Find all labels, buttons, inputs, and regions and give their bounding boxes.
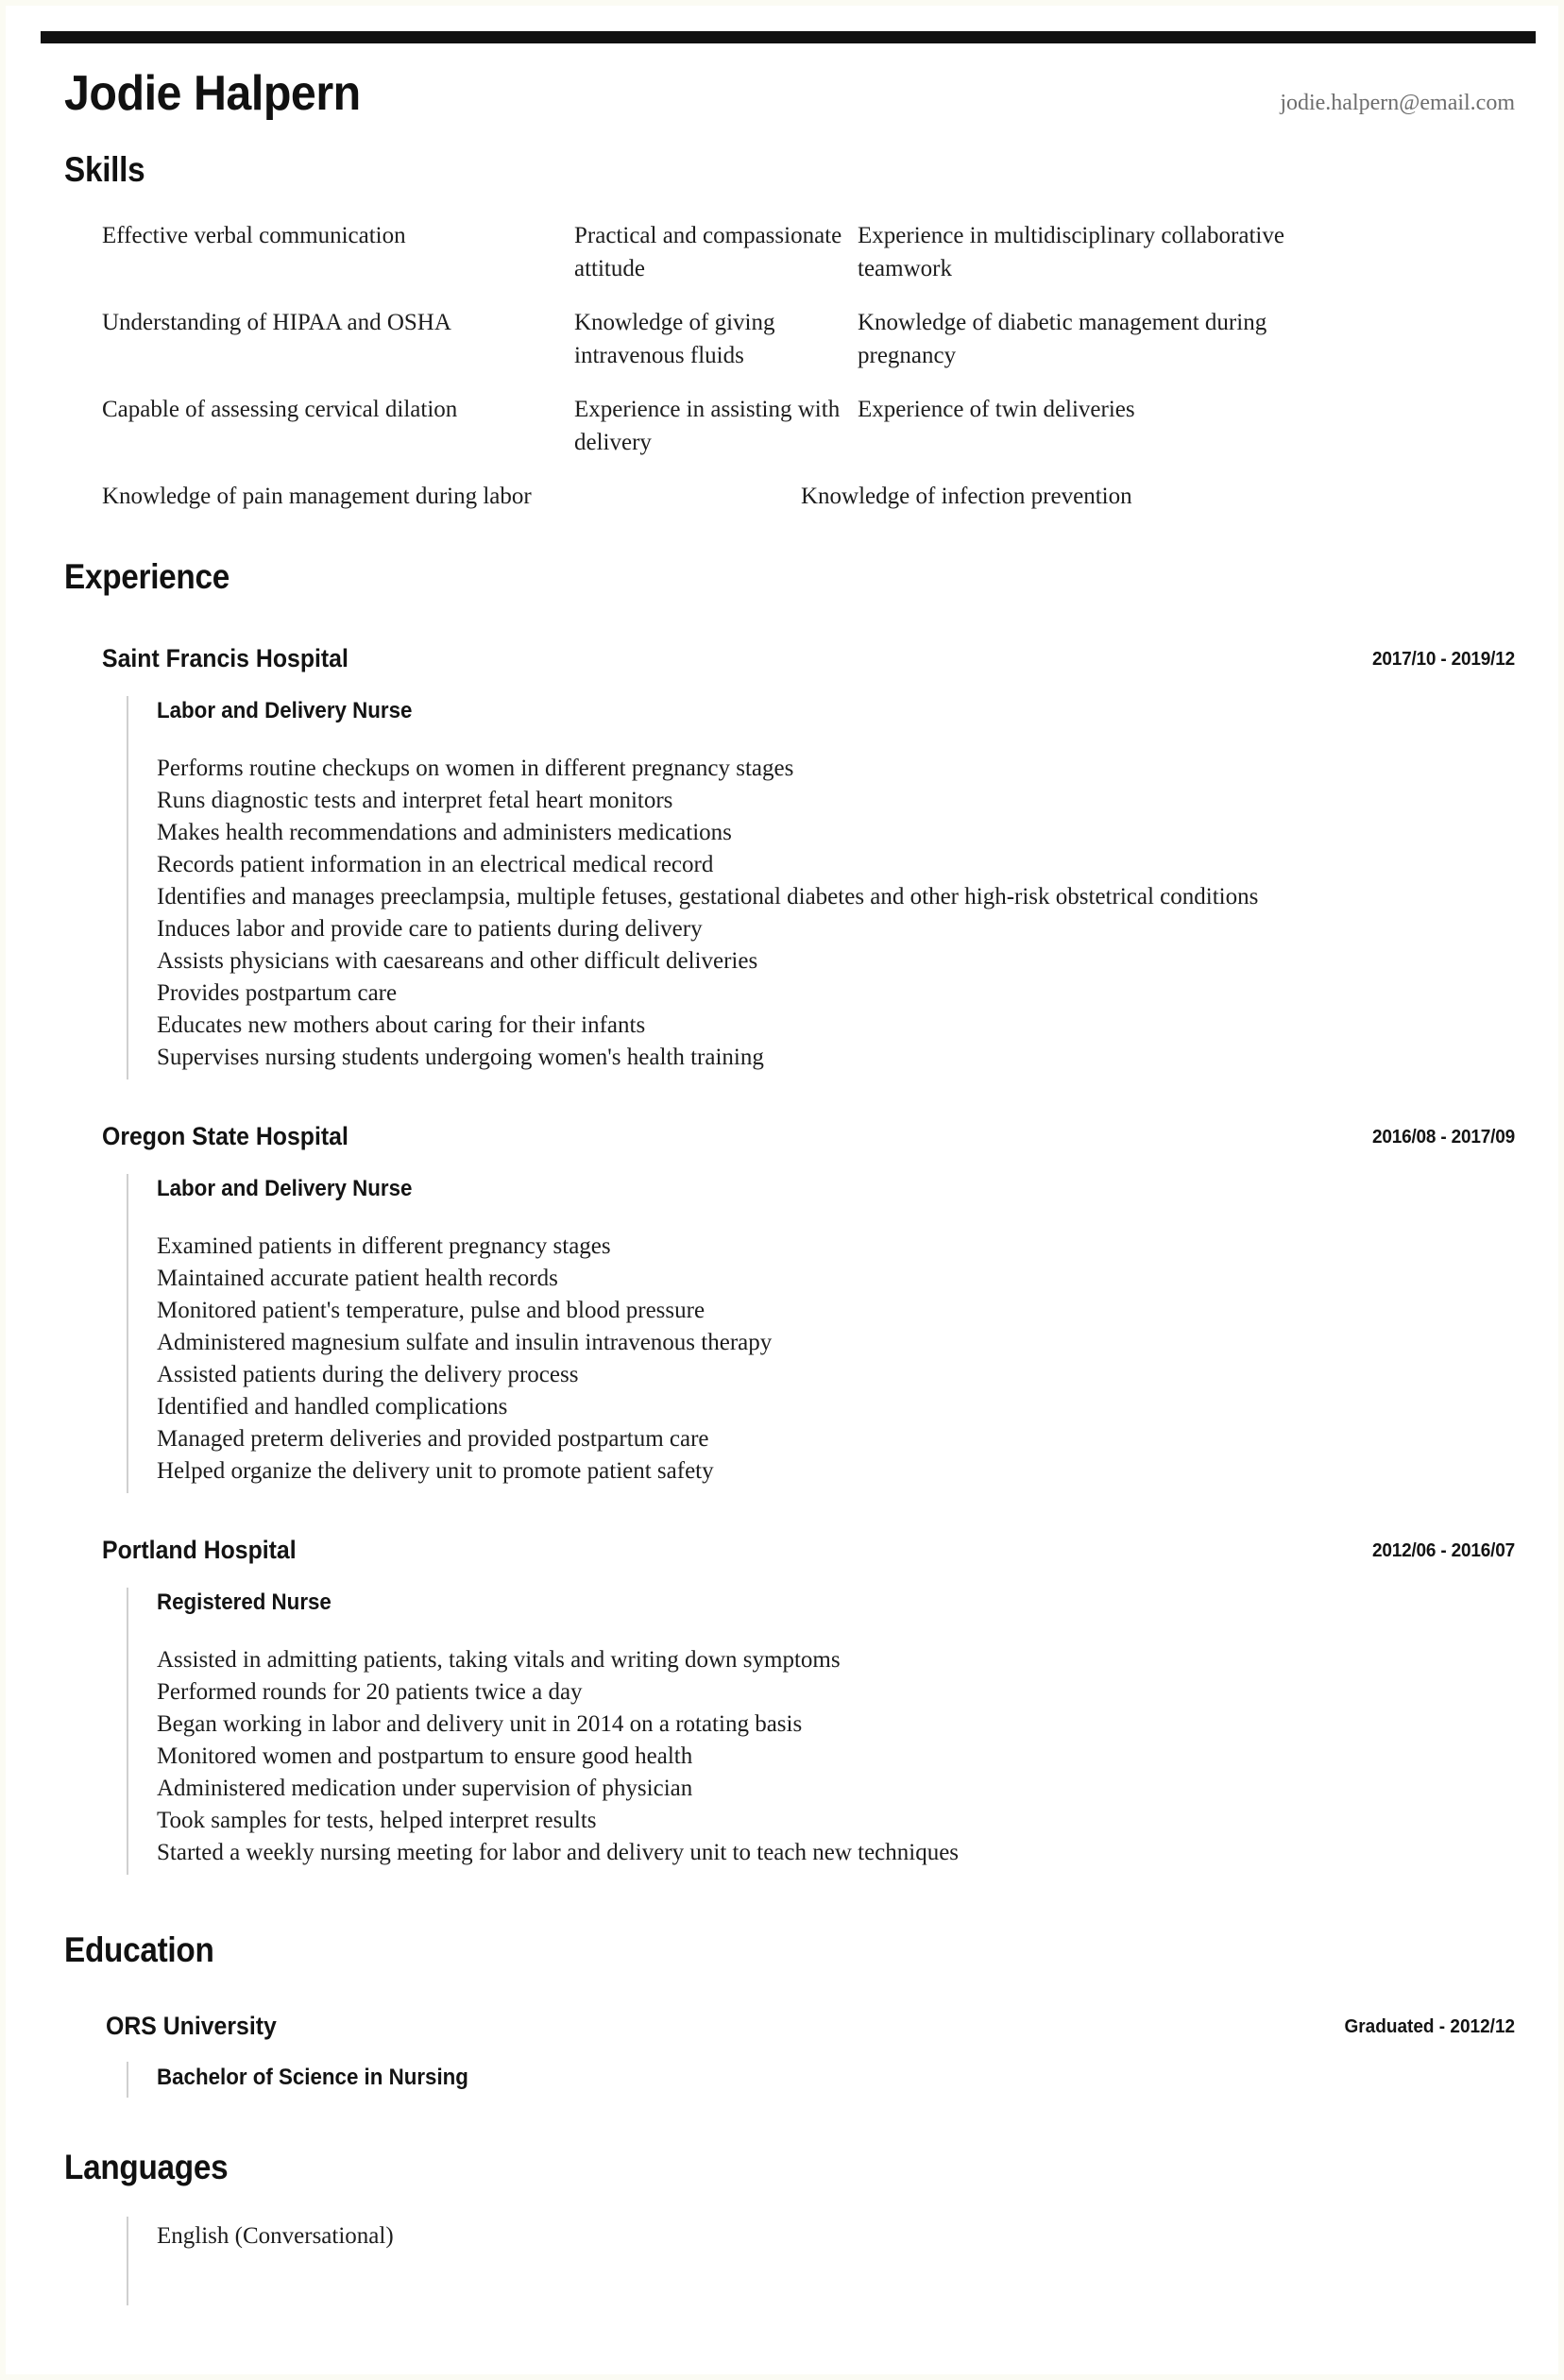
responsibility-item: Began working in labor and delivery unit in 2014 on a rotating basis bbox=[157, 1711, 803, 1737]
responsibility-item: Induces labor and provide care to patients during delivery bbox=[157, 916, 703, 942]
skill-item: Capable of assessing cervical dilation bbox=[102, 397, 458, 422]
skills-row bbox=[102, 219, 1515, 285]
employment-dates: 2017/10 - 2019/12 bbox=[1371, 649, 1515, 670]
education-heading: Education bbox=[64, 1930, 214, 1969]
responsibility-item: Runs diagnostic tests and interpret fetal heart monitors bbox=[157, 788, 673, 813]
languages-section bbox=[64, 2147, 1515, 2305]
skills-row bbox=[102, 306, 1515, 372]
candidate-email[interactable]: jodie.halpern@email.com bbox=[1280, 91, 1515, 115]
responsibility-item: Took samples for tests, helped interpret results bbox=[157, 1808, 597, 1833]
responsibility-item: Performs routine checkups on women in different pregnancy stages bbox=[157, 756, 794, 781]
experience-entry-header bbox=[102, 641, 1515, 679]
responsibility-item: Supervises nursing students undergoing women's health training bbox=[157, 1045, 764, 1070]
employer-name: Portland Hospital bbox=[102, 1536, 297, 1564]
responsibility-item: Identified and handled complications bbox=[157, 1394, 508, 1420]
candidate-name: Jodie Halpern bbox=[64, 66, 361, 121]
employment-dates: 2016/08 - 2017/09 bbox=[1371, 1127, 1515, 1148]
experience-list bbox=[64, 641, 1515, 1875]
skill-item: Knowledge of diabetic management during pregnancy bbox=[858, 310, 1267, 368]
employer-name: Oregon State Hospital bbox=[102, 1122, 348, 1150]
responsibility-item: Identifies and manages preeclampsia, multiple fetuses, gestational diabetes and other high-risk obstetrical conditions bbox=[157, 884, 1259, 910]
responsibility-item: Managed preterm deliveries and provided postpartum care bbox=[157, 1426, 709, 1452]
responsibility-item: Monitored patient's temperature, pulse and blood pressure bbox=[157, 1298, 706, 1323]
responsibility-list bbox=[157, 753, 1515, 1074]
experience-entry-body bbox=[127, 1174, 1515, 1493]
skill-item: Knowledge of infection prevention bbox=[801, 484, 1132, 509]
job-title: Labor and Delivery Nurse bbox=[157, 698, 413, 723]
experience-entry bbox=[64, 1119, 1515, 1493]
responsibility-item: Performed rounds for 20 patients twice a day bbox=[157, 1679, 583, 1705]
responsibility-item: Helped organize the delivery unit to promote patient safety bbox=[157, 1458, 714, 1484]
languages-list bbox=[127, 2217, 1515, 2305]
job-title: Labor and Delivery Nurse bbox=[157, 1176, 413, 1201]
responsibility-list bbox=[157, 1644, 1515, 1869]
education-entry bbox=[64, 2009, 1515, 2098]
experience-entry bbox=[64, 1533, 1515, 1875]
experience-entry-body bbox=[127, 1588, 1515, 1875]
education-section bbox=[64, 1930, 1515, 2098]
education-entry-header bbox=[106, 2009, 1515, 2047]
responsibility-item: Maintained accurate patient health records bbox=[157, 1266, 558, 1291]
responsibility-list bbox=[157, 1231, 1515, 1488]
top-rule-divider bbox=[41, 31, 1536, 43]
responsibility-item: Provides postpartum care bbox=[157, 980, 398, 1006]
experience-entry-header bbox=[102, 1533, 1515, 1571]
skill-item: Experience in assisting with delivery bbox=[574, 397, 841, 455]
skill-item: Understanding of HIPAA and OSHA bbox=[102, 310, 451, 335]
skill-item: Experience of twin deliveries bbox=[858, 397, 1135, 422]
responsibility-item: Examined patients in different pregnancy stages bbox=[157, 1233, 611, 1259]
skill-item: Practical and compassionate attitude bbox=[574, 223, 842, 281]
responsibility-item: Started a weekly nursing meeting for labor and delivery unit to teach new techniques bbox=[157, 1840, 960, 1865]
responsibility-item: Monitored women and postpartum to ensure good health bbox=[157, 1743, 693, 1769]
experience-entry bbox=[64, 641, 1515, 1080]
resume-content bbox=[6, 43, 1564, 2305]
language-item: English (Conversational) bbox=[157, 2223, 394, 2249]
responsibility-item: Assisted patients during the delivery process bbox=[157, 1362, 579, 1387]
graduation-date: Graduated - 2012/12 bbox=[1344, 2016, 1515, 2037]
resume-header bbox=[64, 64, 1515, 145]
experience-heading: Experience bbox=[64, 557, 230, 596]
employment-dates: 2012/06 - 2016/07 bbox=[1371, 1540, 1515, 1561]
education-entry-body bbox=[127, 2062, 1515, 2098]
degree-name: Bachelor of Science in Nursing bbox=[157, 2065, 468, 2090]
skills-heading: Skills bbox=[64, 150, 145, 189]
skill-item: Effective verbal communication bbox=[102, 223, 406, 248]
school-name: ORS University bbox=[106, 2012, 277, 2040]
responsibility-item: Assisted in admitting patients, taking vitals and writing down symptoms bbox=[157, 1647, 841, 1673]
skills-section bbox=[64, 149, 1515, 513]
skill-item: Knowledge of pain management during labor bbox=[102, 484, 532, 509]
experience-section bbox=[64, 556, 1515, 1875]
experience-entry-header bbox=[102, 1119, 1515, 1157]
skill-item: Experience in multidisciplinary collaborative teamwork bbox=[858, 223, 1284, 281]
responsibility-item: Records patient information in an electrical medical record bbox=[157, 852, 714, 877]
responsibility-item: Administered medication under supervision of physician bbox=[157, 1776, 693, 1801]
languages-heading: Languages bbox=[64, 2148, 229, 2186]
skills-row bbox=[102, 393, 1515, 459]
employer-name: Saint Francis Hospital bbox=[102, 644, 348, 672]
job-title: Registered Nurse bbox=[157, 1590, 332, 1615]
education-list bbox=[64, 2009, 1515, 2098]
experience-entry-body bbox=[127, 696, 1515, 1080]
skills-row bbox=[102, 480, 1515, 513]
responsibility-item: Administered magnesium sulfate and insulin intravenous therapy bbox=[157, 1330, 773, 1355]
responsibility-item: Educates new mothers about caring for their infants bbox=[157, 1012, 646, 1038]
responsibility-item: Assists physicians with caesareans and other difficult deliveries bbox=[157, 948, 758, 974]
skills-grid bbox=[64, 219, 1515, 513]
skill-item: Knowledge of giving intravenous fluids bbox=[574, 310, 775, 368]
responsibility-item: Makes health recommendations and administers medications bbox=[157, 820, 732, 845]
